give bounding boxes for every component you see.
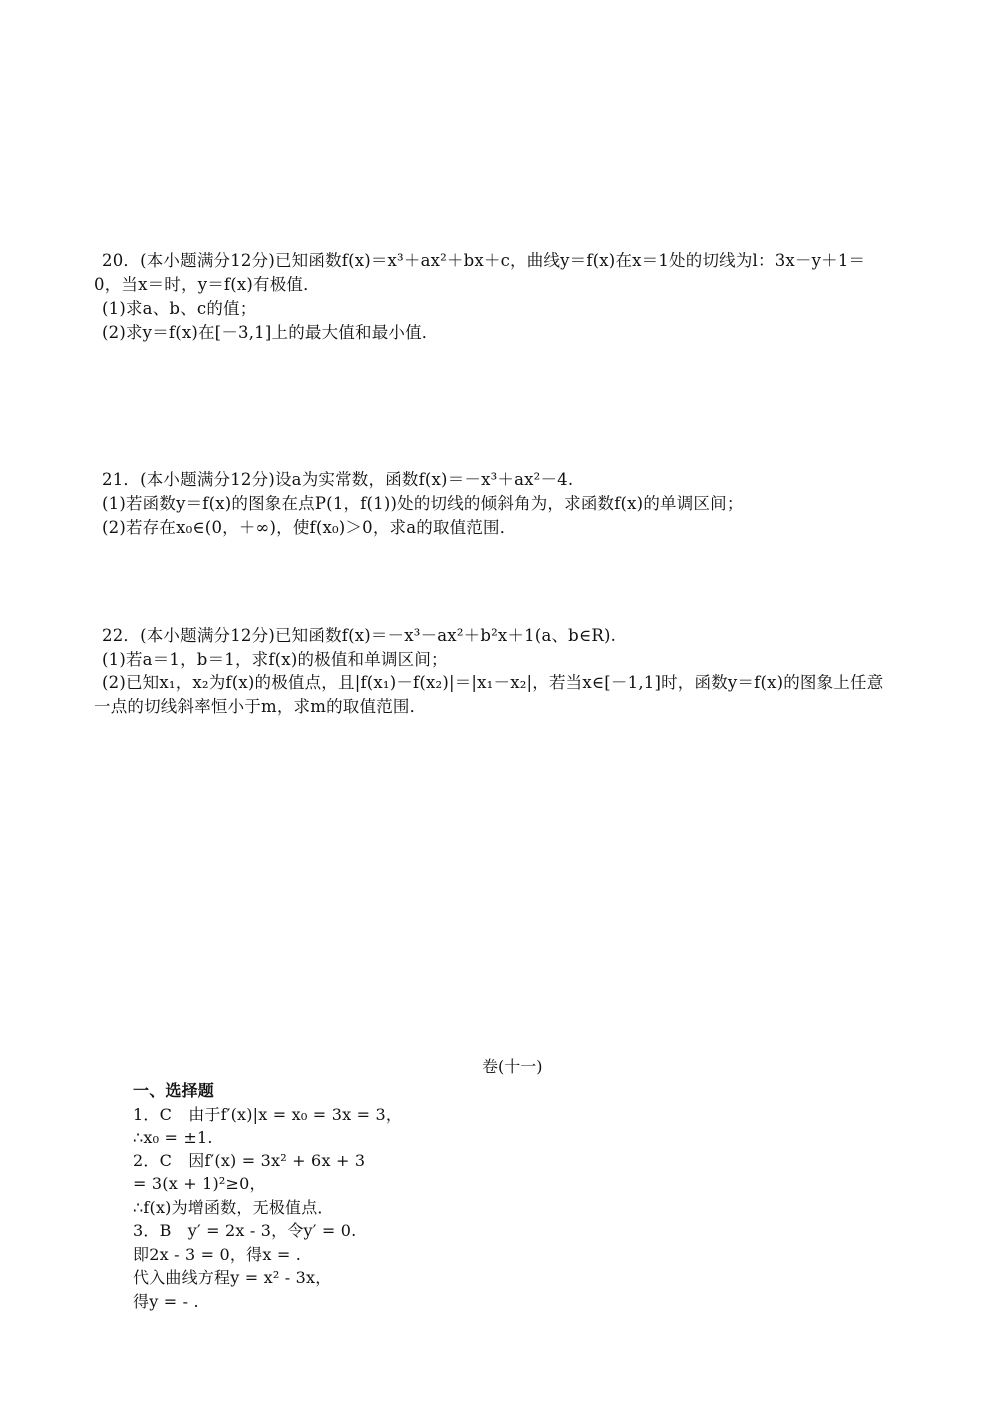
answer-title: 卷(十一)	[482, 1057, 543, 1076]
problem-22-line-1: 22．(本小题满分12分)已知函数f(x)＝－x³－ax²＋b²x＋1(a、b∈R).	[102, 626, 617, 645]
problem-20-line-3: (1)求a、b、c的值；	[102, 299, 257, 318]
answer-line-3: 2．C 因f′(x) = 3x² + 6x + 3	[133, 1151, 366, 1170]
answer-line-5: ∴f(x)为增函数，无极值点．	[133, 1198, 334, 1217]
answer-line-9: 得y = - .	[133, 1292, 199, 1311]
answer-line-2: ∴x₀ = ±1.	[133, 1128, 213, 1147]
problem-21-line-3: (2)若存在x₀∈(0，＋∞)，使f(x₀)＞0，求a的取值范围．	[102, 518, 517, 537]
answer-line-7: 即2x - 3 = 0，得x = .	[133, 1245, 302, 1264]
problem-22-line-4: 一点的切线斜率恒小于m，求m的取值范围．	[94, 697, 427, 716]
answer-line-8: 代入曲线方程y = x² - 3x，	[133, 1268, 332, 1287]
answer-line-1: 1．C 由于f′(x)|x = x₀ = 3x = 3，	[133, 1105, 403, 1124]
problem-20-line-4: (2)求y＝f(x)在[－3,1]上的最大值和最小值．	[102, 323, 439, 342]
problem-20-line-1: 20．(本小题满分12分)已知函数f(x)＝x³＋ax²＋bx＋c，曲线y＝f(x)在x＝1处的切线为l：3x－y＋1＝	[102, 251, 866, 270]
answer-section-heading: 一、选择题	[133, 1081, 215, 1100]
answer-line-4: = 3(x + 1)²≥0，	[133, 1174, 266, 1193]
problem-22-line-2: (1)若a＝1，b＝1，求f(x)的极值和单调区间；	[102, 650, 448, 669]
problem-22-line-3: (2)已知x₁，x₂为f(x)的极值点，且|f(x₁)－f(x₂)|＝|x₁－x₂|，若当x∈[－1,1]时，函数y＝f(x)的图象上任意	[102, 673, 884, 692]
problem-21-line-2: (1)若函数y＝f(x)的图象在点P(1，f(1))处的切线的倾斜角为，求函数f(x)的单调区间；	[102, 494, 744, 513]
problem-20-line-2: 0，当x＝时，y＝f(x)有极值．	[94, 275, 320, 294]
answer-line-6: 3．B y′ = 2x - 3，令y′ = 0.	[133, 1221, 357, 1240]
problem-21-line-1: 21．(本小题满分12分)设a为实常数，函数f(x)＝－x³＋ax²－4.	[102, 470, 574, 489]
